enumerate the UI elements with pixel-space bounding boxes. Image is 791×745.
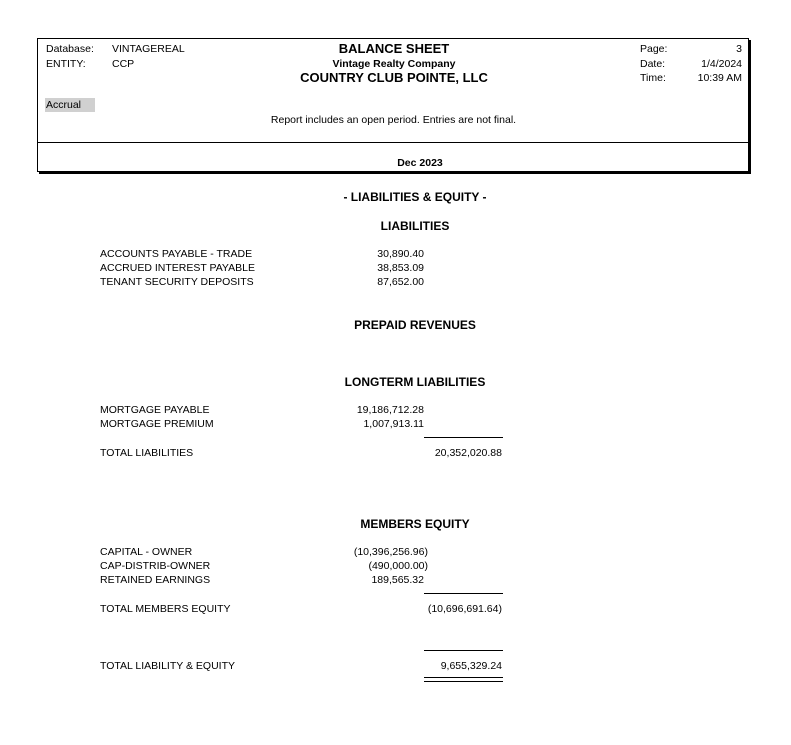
page-label: Page: (640, 43, 668, 55)
date-label: Date: (640, 58, 666, 70)
longterm-row-label: MORTGAGE PREMIUM (100, 418, 214, 430)
liability-row-label: ACCOUNTS PAYABLE - TRADE (100, 248, 253, 260)
equity-row-label: CAP-DISTRIB-OWNER (100, 560, 211, 572)
double-underline-top (424, 677, 503, 678)
longterm-row-amount: 1,007,913.11 (363, 418, 424, 430)
equity-row-label: RETAINED EARNINGS (100, 574, 211, 586)
equity-row-amount: (10,396,256.96) (353, 546, 428, 558)
total-liability-equity-amount: 9,655,329.24 (440, 660, 502, 672)
section-title: - LIABILITIES & EQUITY - (343, 190, 487, 204)
equity-row-amount: (490,000.00) (368, 560, 428, 572)
subtotal-rule (424, 593, 503, 594)
entity-label: ENTITY: (46, 58, 86, 70)
double-underline-bottom (424, 681, 503, 682)
equity-row-amount: 189,565.32 (371, 574, 424, 586)
time-label: Time: (640, 72, 666, 84)
longterm-row-amount: 19,186,712.28 (356, 404, 424, 416)
total-liability-equity-label: TOTAL LIABILITY & EQUITY (100, 660, 235, 672)
company-name: Vintage Realty Company (332, 58, 456, 70)
longterm-liabilities-heading: LONGTERM LIABILITIES (344, 375, 486, 389)
period-label: Dec 2023 (397, 157, 443, 169)
liability-row-label: ACCRUED INTEREST PAYABLE (100, 262, 256, 274)
open-period-notice: Report includes an open period. Entries are not final. (270, 114, 517, 126)
entity-value: CCP (112, 58, 135, 70)
total-members-equity-label: TOTAL MEMBERS EQUITY (100, 603, 231, 615)
longterm-row-label: MORTGAGE PAYABLE (100, 404, 210, 416)
database-label: Database: (46, 43, 94, 55)
subtotal-rule (424, 650, 503, 651)
liability-row-amount: 30,890.40 (377, 248, 424, 260)
subtotal-rule (424, 437, 503, 438)
entity-name: COUNTRY CLUB POINTE, LLC (300, 70, 488, 85)
basis-badge (45, 99, 95, 111)
liability-row-amount: 87,652.00 (377, 276, 424, 288)
liability-row-label: TENANT SECURITY DEPOSITS (100, 276, 254, 288)
total-liabilities-label: TOTAL LIABILITIES (100, 447, 194, 459)
equity-row-label: CAPITAL - OWNER (100, 546, 193, 558)
basis-label: Accrual (45, 98, 95, 112)
prepaid-revenues-heading: PREPAID REVENUES (354, 318, 476, 332)
date-value: 1/4/2024 (701, 58, 742, 70)
header-divider (38, 142, 748, 143)
page-value: 3 (736, 43, 742, 55)
time-value: 10:39 AM (697, 72, 742, 84)
report-title: BALANCE SHEET (338, 41, 450, 56)
database-value: VINTAGEREAL (112, 43, 185, 55)
total-members-equity-amount: (10,696,691.64) (427, 603, 502, 615)
members-equity-heading: MEMBERS EQUITY (360, 517, 470, 531)
total-liabilities-amount: 20,352,020.88 (434, 447, 502, 459)
liabilities-heading: LIABILITIES (380, 219, 450, 233)
liability-row-amount: 38,853.09 (377, 262, 424, 274)
